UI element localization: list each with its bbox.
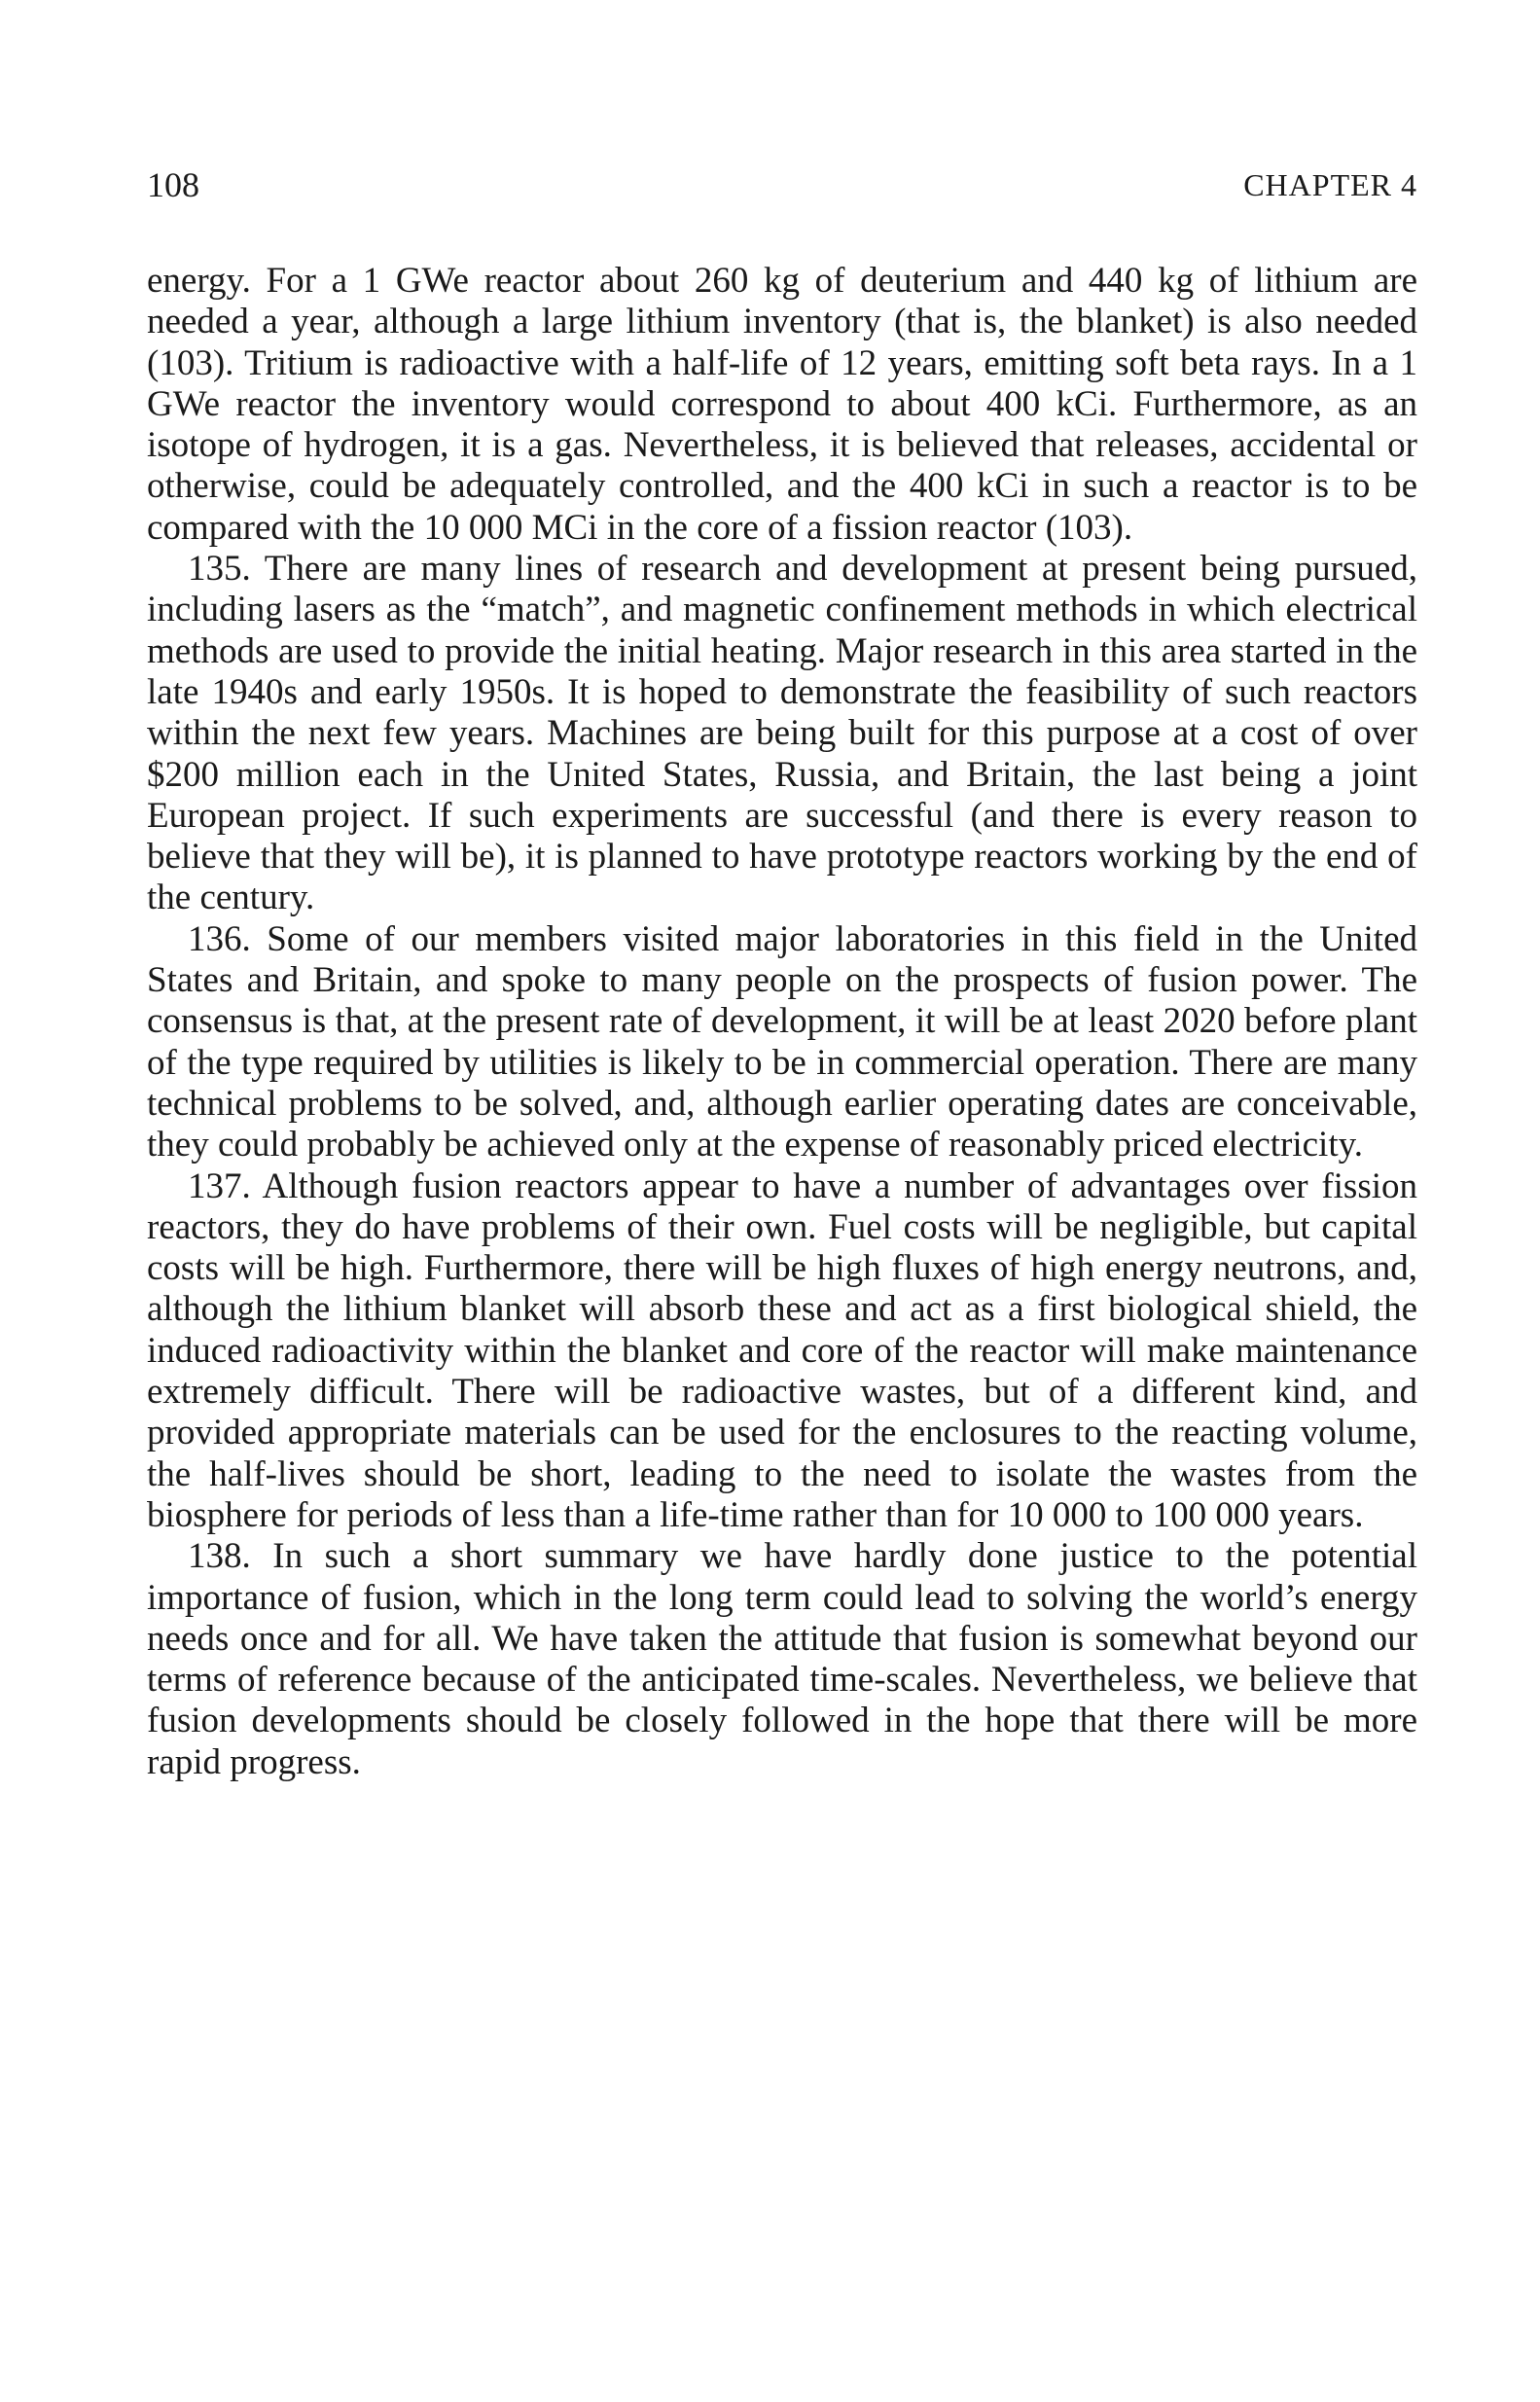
paragraph-continuation <box>147 261 1417 549</box>
paragraph-text: There are many lines of research and development at present being pursued, including lasers as the “match”, and magnetic confinement methods in which electrical methods are used to provide the initial heating. Major research in this area started in the late 1940s and early 1950s. It is hoped to demonstrate the feasibility of such reactors within the next few years. Machines are being built for this purpose at a cost of over $200 million each in the United States, Russia, and Britain, the last being a joint European project. If such experiments are successful (and there is every reason to believe that they will be), it is planned to have prototype reactors working by the end of the century. <box>147 549 1417 918</box>
paragraph-number: 135. <box>188 549 251 590</box>
paragraph-number: 136. <box>188 918 251 959</box>
paragraph-number: 138. <box>188 1536 251 1577</box>
paragraph-135 <box>147 549 1417 919</box>
paragraph-text: Some of our members visited major laboratories in this field in the United States and Britain, and spoke to many people on the prospects of fusion power. The consensus is that, at the present rate of development, it will be at least 2020 before plant of the type required by utilities is likely to be in commercial operation. There are many technical problems to be solved, and, although earlier operating dates are conceivable, they could probably be achieved only at the expense of reasonably priced electricity. <box>147 918 1417 1165</box>
paragraph-number: 137. <box>188 1165 251 1206</box>
paragraph-138 <box>147 1536 1417 1783</box>
paragraph-137 <box>147 1166 1417 1537</box>
body-text <box>147 261 1417 1783</box>
paragraph-text: energy. For a 1 GWe reactor about 260 kg of deuterium and 440 kg of lithium are needed a year, although a large lithium inventory (that is, the blanket) is also needed (103). Tritium is radioactive with a half-life of 12 years, emitting soft beta rays. In a 1 GWe reactor the inventory would correspond to about 400 kCi. Furthermore, as an isotope of hydrogen, it is a gas. Nevertheless, it is believed that releases, accidental or otherwise, could be adequately controlled, and the 400 kCi in such a reactor is to be compared with the 10 000 MCi in the core of a fission reactor (103). <box>147 261 1417 548</box>
paragraph-text: Although fusion reactors appear to have a number of advantages over fission reactors, they do have problems of their own. Fuel costs will be negligible, but capital costs will be high. Furthermore, there will be high fluxes of high energy neutrons, and, although the lithium blanket will absorb these and act as a first biological shield, the induced radioactivity within the blanket and core of the reactor will make maintenance extremely difficult. There will be radioactive wastes, but of a different kind, and provided appropriate materials can be used for the enclosures to the reacting volume, the half-lives should be short, leading to the need to isolate the wastes from the biosphere for periods of less than a life-time rather than for 10 000 to 100 000 years. <box>147 1165 1417 1535</box>
page-number: 108 <box>147 165 199 204</box>
chapter-label: CHAPTER 4 <box>1243 167 1417 202</box>
paragraph-136 <box>147 919 1417 1166</box>
page-header <box>147 163 1417 206</box>
paragraph-text: In such a short summary we have hardly done justice to the potential importance of fusion, which in the long term could lead to solving the world’s energy needs once and for all. We have taken the attitude that fusion is somewhat beyond our terms of reference because of the anticipated time-scales. Nevertheless, we believe that fusion developments should be closely followed in the hope that there will be more rapid progress. <box>147 1536 1418 1782</box>
